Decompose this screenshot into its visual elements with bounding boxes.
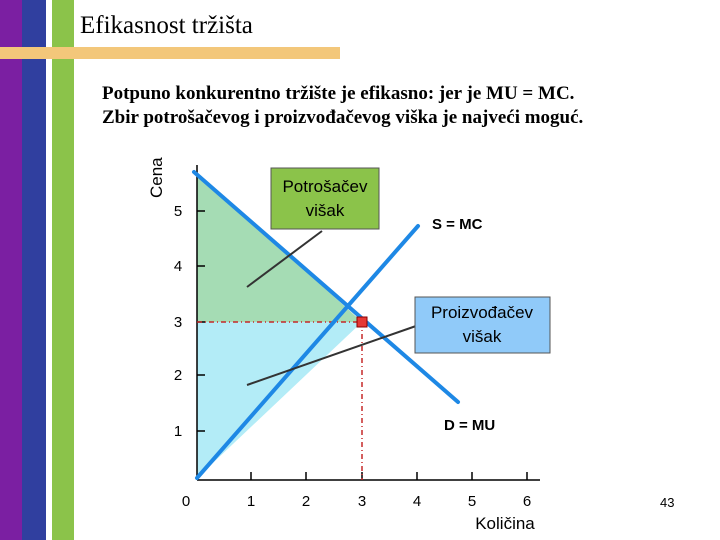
- y-axis-label: Cena: [147, 157, 166, 198]
- consumer-surplus-label-line1: Potrošačev: [282, 177, 368, 196]
- producer-surplus-area: [197, 322, 362, 478]
- y-tick-label-4: 4: [173, 258, 183, 275]
- x-tick-label-5: 5: [467, 493, 477, 510]
- y-tick-label-3: 3: [173, 314, 183, 331]
- demand-curve-label: D = MU: [444, 417, 496, 434]
- x-axis-label: Količina: [475, 514, 535, 533]
- x-tick-label-2: 2: [301, 493, 311, 510]
- body-line-2: Zbir potrošačevog i proizvođačevog viška je najveći moguć.: [102, 107, 584, 128]
- x-tick-label-3: 3: [357, 493, 367, 510]
- y-tick-label-1: 1: [173, 423, 183, 440]
- supply-curve-label: S = MC: [432, 216, 483, 233]
- producer-surplus-label-line1: Proizvođačev: [430, 303, 534, 322]
- x-tick-label-4: 4: [412, 493, 422, 510]
- equilibrium-point: [357, 317, 367, 327]
- producer-surplus-label-line2: višak: [462, 327, 502, 346]
- x-tick-label-1: 1: [246, 493, 256, 510]
- page-number: 43: [660, 495, 675, 510]
- slide-title: Efikasnost tržišta: [80, 12, 253, 39]
- y-tick-label-5: 5: [173, 203, 183, 220]
- body-line-1: Potpuno konkurentno tržište je efikasno: jer je MU = MC.: [102, 83, 575, 104]
- x-tick-label-0: 0: [181, 493, 191, 510]
- x-tick-label-6: 6: [522, 493, 532, 510]
- consumer-surplus-label-line2: višak: [305, 201, 345, 220]
- y-tick-label-2: 2: [173, 367, 183, 384]
